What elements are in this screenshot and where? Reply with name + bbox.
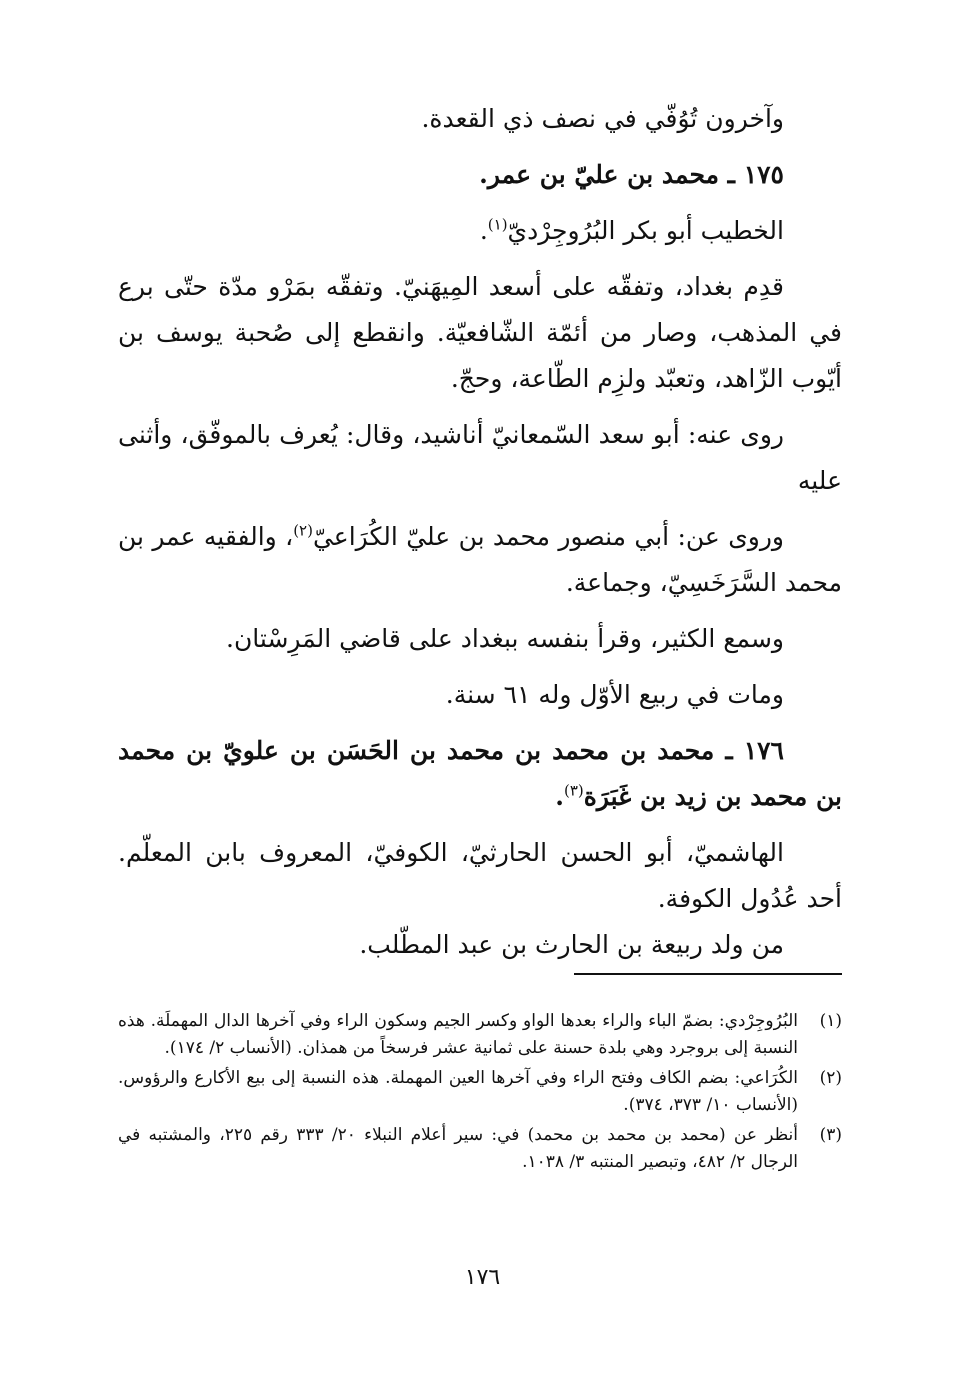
- footnote-ref-2: (٢): [293, 521, 313, 540]
- footnote-number: (٢): [819, 1068, 842, 1088]
- footnote-text: البُرُوجِرْدي: بضمّ الباء والراء بعدها الواو وكسر الجيم وسكون الراء وفي آخرها الدال المهملَة. هذه النسبة إلى بروجرد وهي بلدة حسنة على ثمانية عشر فرسخاً من همذان. (الأنساب ٢/ ١٧٤).: [118, 1011, 798, 1058]
- footnote-3: [118, 1122, 842, 1176]
- footnote-2: [118, 1065, 842, 1119]
- footnote-number: (١): [819, 1011, 842, 1031]
- paragraph-continuation: وآخرون تُوُفّي في نصف ذي القعدة.: [421, 104, 784, 133]
- entry-175-narrated-from-a: وروى عن: أبي منصور محمد بن عليّ الكُرَاعيّ: [312, 522, 784, 551]
- footnote-text: الكُرَاعي: بضم الكاف وفتح الراء وفي آخرها العين المهملة. هذه النسبة إلى بيع الأكارع والرؤوس. (الأنساب ١٠/ ٣٧٣، ٣٧٤).: [118, 1068, 798, 1115]
- footnote-text: أنظر عن (محمد بن محمد بن محمد) في: سير أعلام النبلاء ٢٠/ ٣٣٣ رقم ٢٢٥، والمشتبه في الرجال ٢/ ٤٨٢، وتبصير المنتبه ٣/ ١٠٣٨.: [118, 1125, 798, 1172]
- entry-175-narrated-from: [118, 514, 842, 606]
- entry-176-heading-end: .: [555, 782, 564, 811]
- entry-175-name-end: .: [479, 216, 488, 245]
- entry-175-name: [118, 208, 842, 254]
- entry-176-nisba: الهاشميّ، أبو الحسن الحارثيّ، الكوفيّ، المعروف بابن المعلّم. أحد عُدُول الكوفة.: [118, 838, 842, 913]
- entry-176-heading-text: ١٧٦ ـ محمد بن محمد بن محمد بن الحَسَن بن علويّ بن محمد بن محمد بن زيد بن غَبَرَة: [118, 736, 842, 811]
- entry-175-narrated-from-b: ، والفقيه عمر بن محمد السَّرَخَسِيّ، وجماعة.: [118, 522, 842, 597]
- entry-175-biography: قدِم بغداد، وتفقّه على أسعد المِيهَنيّ. وتفقّه بمَرْو مدّة حتّى برع في المذهب، وصار من أئمّة الشّافعيّة. وانقطع إلى صُحبة يوسف بن أيّوب الزّاهد، وتعبّد ولزِم الطّاعة، وحجّ.: [118, 272, 842, 393]
- page-number: ١٧٦: [464, 1265, 501, 1290]
- entry-175-heard: وسمع الكثير، وقرأ بنفسه ببغداد على قاضي المَرِسْتان.: [226, 624, 784, 653]
- entry-175-death: ومات في ربيع الأوّل وله ٦١ سنة.: [445, 680, 784, 709]
- entry-175-name-text: الخطيب أبو بكر البُرُوجِرْديّ: [507, 216, 784, 245]
- main-text: [118, 96, 842, 978]
- footnote-ref-1: (١): [487, 215, 508, 234]
- entry-175-heading: ١٧٥ ـ محمد بن عليّ بن عمر.: [479, 160, 784, 189]
- entry-176-heading: [118, 728, 842, 820]
- footnote-number: (٣): [819, 1125, 842, 1145]
- footnotes: [118, 1008, 842, 1179]
- footnote-separator: [574, 973, 842, 975]
- footnote-ref-3: (٣): [563, 781, 584, 800]
- entry-176-lineage: من ولد ربيعة بن الحارث بن عبد المطّلب.: [359, 930, 784, 959]
- entry-175-narrated-from-him: روى عنه: أبو سعد السّمعانيّ أناشيد، وقال: يُعرف بالموفّق، وأثنى عليه: [118, 420, 842, 495]
- footnote-1: [118, 1008, 842, 1062]
